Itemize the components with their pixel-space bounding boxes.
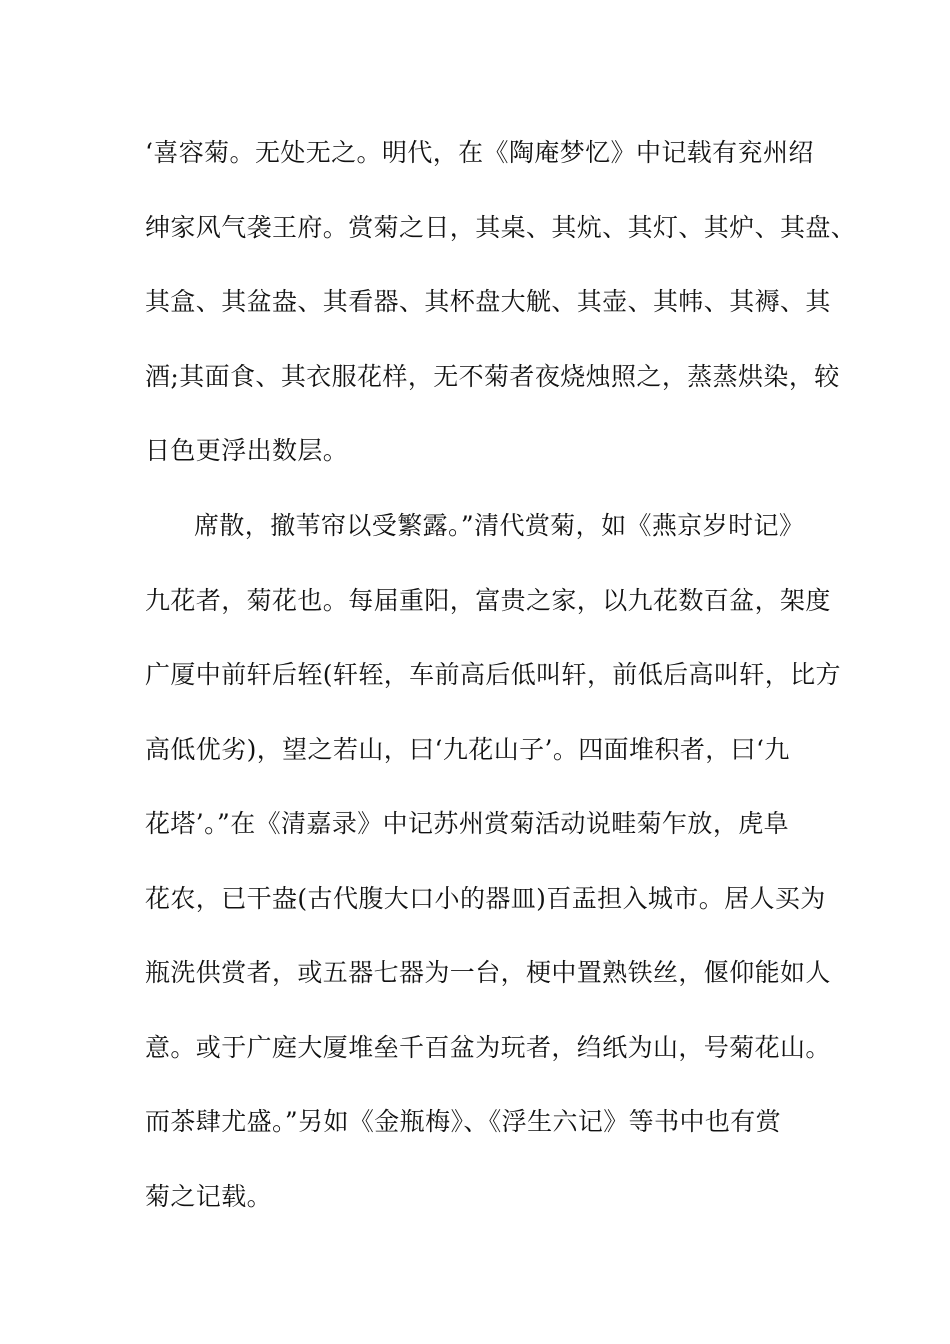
paragraph-2-line-3: 广厦中前轩后轾(轩轾，车前高后低叫轩，前低后高叫轩，比方: [145, 660, 841, 689]
paragraph-1-line-2: 绅家风气袭王府。赏菊之日，其桌、其炕、其灯、其炉、其盘、: [145, 213, 857, 242]
paragraph-1-line-5: 日色更浮出数层。: [145, 436, 349, 465]
paragraph-2-line-6: 花农，已干盎(古代腹大口小的器皿)百盂担入城市。居人买为: [145, 884, 826, 913]
paragraph-2-line-8: 意。或于广庭大厦堆垒千百盆为玩者，绉纸为山，号菊花山。: [145, 1033, 831, 1062]
paragraph-2-line-1: 席散，撤苇帘以受繁露。”清代赏菊，如《燕京岁时记》: [194, 511, 805, 540]
paragraph-2-line-7: 瓶洗供赏者，或五器七器为一台，梗中置熟铁丝，偃仰能如人: [145, 958, 831, 987]
paragraph-1-line-1: ‘喜容菊。无处无之。明代，在《陶庵梦忆》中记载有兖州绍: [145, 138, 814, 167]
paragraph-2-line-2: 九花者，菊花也。每届重阳，富贵之家，以九花数百盆，架度: [145, 586, 831, 615]
paragraph-2-line-4: 高低优劣)，望之若山，曰‘九花山子’。四面堆积者，曰‘九: [145, 735, 790, 764]
paragraph-2-line-10: 菊之记载。: [145, 1182, 273, 1211]
paragraph-2-line-9: 而茶肆尤盛。”另如《金瓶梅》、《浮生六记》等书中也有赏: [145, 1107, 782, 1136]
paragraph-1-line-3: 其盒、其盆盎、其看器、其杯盘大觥、其壶、其帏、其褥、其: [145, 287, 831, 316]
paragraph-2-line-5: 花塔’。”在《清嘉录》中记苏州赏菊活动说畦菊乍放，虎阜: [145, 809, 790, 838]
paragraph-1-line-4: 酒;其面食、其衣服花样，无不菊者夜烧烛照之，蒸蒸烘染，较: [145, 362, 840, 391]
